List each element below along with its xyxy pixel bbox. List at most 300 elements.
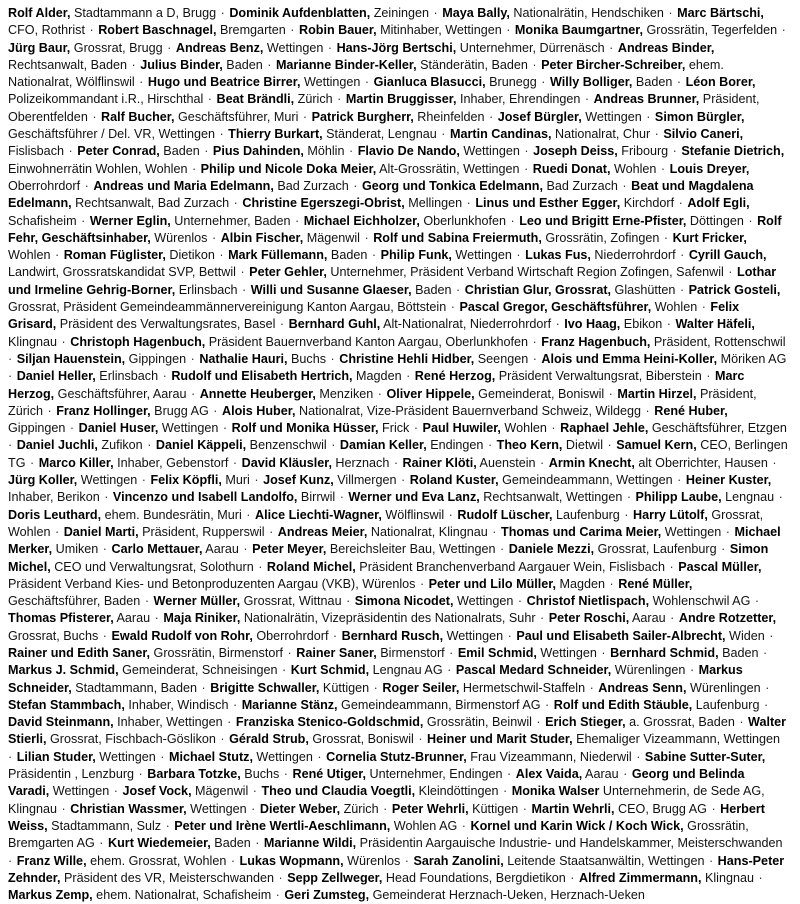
supporter-description: Brugg AG [150, 403, 209, 418]
supporter-name: Raphael Jehle, [560, 421, 649, 436]
entry-separator: · [163, 40, 175, 55]
supporter-description: Niederrohrdorf [590, 248, 676, 263]
supporter-entry [564, 317, 662, 331]
supporter-name: Maja Riniker, [163, 611, 241, 626]
supporter-entry [70, 335, 528, 349]
supporter-entry [550, 75, 672, 89]
supporter-description: Baden [327, 248, 368, 263]
supporter-description: Grossrätin, Tegerfelden [643, 23, 778, 38]
supporter-name: Werner Eglin, [89, 213, 171, 228]
entry-separator: · [724, 265, 736, 280]
supporter-description: Wohlen AG [390, 818, 458, 833]
supporter-description: Laufenburg [692, 697, 760, 712]
supporter-entry [392, 802, 518, 816]
supporter-entry [291, 663, 443, 677]
supporter-entry [90, 214, 291, 228]
supporter-name: Bernhard Schmid, [610, 645, 719, 660]
entry-separator: · [458, 818, 470, 833]
supporter-entry [339, 352, 528, 366]
supporter-name: Alois Huber, [221, 403, 296, 418]
entry-separator: · [65, 144, 77, 159]
entry-separator: · [445, 645, 457, 660]
supporter-name: Pius Dahinden, [212, 144, 304, 159]
entry-separator: · [502, 23, 514, 38]
supporter-entry [358, 144, 520, 158]
supporter-description: Wettingen [49, 784, 110, 799]
supporter-entry [112, 629, 329, 643]
supporter-entry [112, 542, 239, 556]
entry-separator: · [77, 213, 89, 228]
supporter-entry [541, 335, 785, 349]
entry-separator: · [707, 801, 720, 816]
supporter-entry [423, 421, 547, 435]
entry-separator: · [336, 490, 348, 505]
supporter-description: Rechtsanwalt, Bad Zurzach [71, 196, 230, 211]
entry-separator: · [586, 680, 598, 695]
entry-separator: · [274, 870, 287, 885]
entry-separator: · [85, 23, 98, 38]
supporter-description: Gemeinderat Herznach-Ueken, Herznach-Ueken [369, 888, 645, 903]
entry-separator: · [215, 127, 228, 142]
entry-separator: · [198, 680, 210, 695]
supporter-name: Annette Heuberger, [199, 386, 316, 401]
entry-separator: · [219, 421, 231, 436]
supporter-entry [236, 715, 532, 729]
supporter-name: Markus Schneider, [8, 663, 743, 695]
supporter-description: Glashütten [611, 282, 676, 297]
entry-separator: · [247, 801, 259, 816]
supporter-description: Frau Vizeammann, Niederwil [466, 749, 632, 764]
supporter-entry [17, 854, 227, 868]
supporter-description: Rechtsanwalt, Baden [8, 57, 128, 72]
supporter-name: Kurt Wiedemeier, [108, 836, 211, 851]
supporter-entry [213, 144, 345, 158]
entry-separator: · [100, 490, 112, 505]
entry-separator: · [402, 369, 414, 384]
supporter-entry [264, 836, 783, 850]
supporter-name: Joseph Deiss, [533, 144, 618, 159]
entry-separator: · [416, 576, 428, 591]
supporter-description: Nationalrätin, Hendschiken [509, 6, 664, 20]
entry-separator: · [239, 542, 252, 557]
supporter-description: Baden [159, 144, 200, 159]
supporter-description: Wettingen [158, 421, 219, 436]
entry-separator: · [768, 455, 777, 470]
supporter-description: Erlinsbach [175, 282, 238, 297]
supporter-name: Simona Nicodet, [354, 594, 454, 609]
entry-separator: · [329, 628, 341, 643]
entry-separator: · [242, 507, 254, 522]
entry-separator: · [313, 749, 326, 764]
supporter-description: Nationalrat, Klingnau [367, 524, 488, 539]
entry-separator: · [547, 421, 560, 436]
supporter-description: Dietikon [165, 248, 215, 263]
supporter-description: Stadtammann a D, Brugg [70, 6, 217, 20]
entry-separator: · [379, 801, 391, 816]
supporter-description: Bad Zurzach [542, 178, 618, 193]
supporter-description: Döttingen [686, 213, 744, 228]
entry-separator: · [99, 542, 111, 557]
entry-separator: · [187, 351, 199, 366]
entry-separator: · [128, 57, 140, 72]
supporter-entry [475, 196, 674, 210]
entry-separator: · [368, 248, 380, 263]
supporter-name: Patrick Gosteli, [688, 282, 781, 297]
supporter-entry [242, 196, 462, 210]
entry-separator: · [390, 455, 402, 470]
supporter-description: Möhlin [303, 144, 345, 159]
supporter-description: Landwirt, Grossratskandidat SVP, Bettwil [8, 265, 236, 280]
entry-separator: · [291, 213, 303, 228]
supporter-entry [579, 871, 754, 885]
supporter-description: Herznach [331, 455, 390, 470]
supporter-description: Wettingen [581, 109, 642, 124]
supporter-description: ehem. Nationalrat, Schafisheim [92, 888, 272, 903]
supporter-name: Marianne Binder-Keller, [275, 57, 417, 72]
supporter-description: Klingnau [701, 870, 754, 885]
supporter-description: Wettingen [252, 749, 313, 764]
supporter-entry [501, 525, 721, 539]
supporter-name: Andreas Senn, [598, 680, 687, 695]
supporter-description: Wettingen [459, 144, 520, 159]
supporter-description: Magden [352, 369, 402, 384]
supporter-description: Buchs [240, 767, 280, 782]
entry-separator: · [463, 196, 475, 211]
entry-separator: · [443, 663, 455, 678]
entry-separator: · [676, 282, 688, 297]
supporter-description: Bereichsleiter Bau, Wettingen [326, 542, 496, 557]
supporter-description: Geschäftsführer, Aarau [54, 386, 187, 401]
supporter-name: Harry Lütolf, [632, 507, 708, 522]
supporter-name: Marianne Wildi, [263, 836, 357, 851]
supporter-entry [342, 629, 503, 643]
supporter-name: Linus und Esther Egger, [475, 196, 621, 211]
supporter-name: René Müller, [618, 576, 693, 591]
entry-separator: · [188, 161, 200, 176]
entry-separator: · [324, 40, 336, 55]
supporter-name: Josef Bürgler, [497, 109, 582, 124]
entry-separator: · [536, 611, 548, 626]
entry-separator: · [755, 870, 763, 885]
supporter-name: Lothar und Irmeline Gehrig-Borner, [8, 265, 777, 297]
supporter-entry [221, 231, 360, 245]
supporter-description: Frick [378, 421, 410, 436]
supporter-name: Pascal Gregor, Geschäftsführer, [459, 300, 652, 315]
supporter-name: Marianne Stänz, [241, 697, 338, 712]
supporter-entry [355, 594, 514, 608]
supporter-description: Wettingen [453, 594, 514, 609]
entry-separator: · [276, 317, 288, 332]
supporter-name: Kurt Schmid, [290, 663, 370, 678]
supporter-name: Heiner und Marit Studer, [427, 732, 573, 747]
supporter-entry [228, 127, 437, 141]
supporter-name: Samuel Kern, [616, 438, 697, 453]
supporter-entry [249, 265, 724, 279]
supporter-description: Wohlen [8, 248, 51, 263]
supporter-description: Magden [556, 576, 606, 591]
supporter-name: Andre Rotzetter, [678, 611, 777, 626]
supporter-name: Walter Stierli, [8, 715, 787, 747]
entry-separator: · [663, 317, 675, 332]
supporter-name: Oliver Hippele, [386, 386, 475, 401]
supporter-description: Kirchdorf [620, 196, 675, 211]
supporter-entry [348, 490, 622, 504]
supporter-name: Peter und Irène Wertli-Aeschlimann, [174, 818, 391, 833]
entry-separator: · [675, 196, 687, 211]
supporter-entry [289, 317, 551, 331]
supporter-name: Hugo und Beatrice Birrer, [147, 75, 301, 90]
supporter-description: Geschäftsführer, Muri [174, 109, 299, 124]
supporter-description: Grossrat, Wittnau [240, 594, 342, 609]
supporter-name: Barbara Totzke, [147, 767, 241, 782]
supporter-name: Thierry Burkart, [228, 127, 323, 142]
supporter-name: Roman Füglister, [63, 248, 166, 263]
supporter-name: Georg und Belinda Varadi, [8, 767, 745, 799]
supporter-description: Buchs [287, 351, 327, 366]
supporter-name: Rolf und Monika Hüsser, [231, 421, 379, 436]
supporter-description: ehem. Bundesrätin, Muri [101, 507, 242, 522]
supporter-entry [541, 352, 786, 366]
supporter-name: Willy Bolliger, [549, 75, 633, 90]
supporter-name: Armin Knecht, [548, 455, 635, 470]
supporter-description: Polizeikommandant i.R., Hirschthal [8, 92, 204, 107]
entry-separator: · [162, 818, 174, 833]
supporter-name: Carlo Mettauer, [111, 542, 203, 557]
supporter-description: Gemeinderat, Schneisingen [118, 663, 278, 678]
supporter-entry [304, 214, 506, 228]
supporter-name: Thomas und Carima Meier, [501, 524, 662, 539]
supporter-entry [598, 681, 760, 695]
supporter-name: Sepp Zellweger, [287, 870, 383, 885]
supporter-entry [554, 698, 760, 712]
supporter-name: Daniel Huser, [78, 421, 159, 436]
supporter-entry [382, 681, 585, 695]
supporter-name: Vincenzo und Isabell Landolfo, [112, 490, 298, 505]
supporter-name: Rainer Saner, [296, 645, 377, 660]
supporter-entry [610, 646, 758, 660]
supporter-name: Markus Zemp, [8, 888, 93, 903]
supporter-name: Ralf Bucher, [101, 109, 175, 124]
entry-separator: · [605, 386, 617, 401]
supporter-entry [549, 456, 768, 470]
supporter-name: Kurt Fricker, [672, 230, 747, 245]
entry-separator: · [744, 213, 757, 228]
supporter-description: Präsident Verwaltungsrat, Biberstein [495, 369, 702, 384]
supporter-entry [56, 404, 209, 418]
supporter-description: Lengnau [721, 490, 775, 505]
supporter-name: Roland Michel, [266, 559, 356, 574]
entry-separator: · [507, 213, 519, 228]
supporter-description: Wohlen [500, 421, 547, 436]
entry-separator: · [66, 421, 78, 436]
supporter-name: David Kläusler, [241, 455, 332, 470]
entry-separator: · [504, 628, 516, 643]
supporter-description: Grossrat, Laufenburg [594, 542, 717, 557]
supporter-description: Lengnau AG [369, 663, 443, 678]
supporter-description: Ständerätin, Baden [416, 57, 528, 72]
supporter-description: Aarau [113, 611, 151, 626]
supporter-name: Ivo Haag, [564, 317, 621, 332]
entry-separator: · [51, 524, 63, 539]
supporter-description: CEO, Berlingen TG [8, 438, 788, 470]
supporter-name: Herbert Weiss, [8, 801, 765, 833]
supporter-name: Michael Merker, [8, 524, 781, 557]
supporter-description: Muri [221, 473, 250, 488]
supporter-name: Theo Kern, [496, 438, 563, 453]
supporter-entry [276, 58, 528, 72]
supporter-description: Gippingen [8, 421, 66, 436]
supporter-description: Präsident, Rupperswil [138, 524, 265, 539]
supporter-name: Josef Kunz, [263, 473, 334, 488]
entry-separator: · [669, 144, 681, 159]
supporter-description: Wettingen [186, 801, 247, 816]
supporter-description: Oberrohrdorf [8, 178, 81, 193]
entry-separator: · [370, 680, 382, 695]
supporter-description: Wohlen [610, 161, 657, 176]
supporter-name: Theo und Claudia Voegtli, [261, 784, 416, 799]
supporter-description: Inhaber, Ehrendingen [456, 92, 581, 107]
supporter-entry [8, 715, 223, 729]
entry-separator: · [651, 127, 663, 142]
supporter-entry [519, 214, 744, 228]
supporter-name: Erich Stieger, [545, 715, 626, 730]
supporter-name: René Herzog, [414, 369, 496, 384]
entry-separator: · [485, 109, 497, 124]
supporter-description: Unternehmer, Endingen [366, 767, 503, 782]
entry-separator: · [642, 109, 654, 124]
supporter-name: Mark Füllemann, [228, 248, 328, 263]
entry-separator: · [414, 732, 427, 747]
supporter-entry [636, 490, 775, 504]
supporter-name: Monika Walser [511, 784, 600, 799]
supporter-name: Thomas Pfisterer, [8, 611, 114, 626]
supporter-entry [525, 248, 676, 262]
entry-separator: · [44, 403, 56, 418]
supporter-description: Präsident, Rottenschwil [650, 334, 786, 349]
supporter-entry [123, 784, 249, 798]
supporter-description: Fribourg [617, 144, 669, 159]
supporter-description: Benzenschwil [246, 438, 327, 453]
supporter-name: Michael Eichholzer, [303, 213, 420, 228]
supporter-entry [17, 352, 186, 366]
entry-separator: · [8, 351, 16, 366]
supporter-entry [442, 6, 664, 20]
supporter-name: Daniel Käppeli, [155, 438, 247, 453]
entry-separator: · [230, 196, 242, 211]
entry-separator: · [447, 300, 459, 315]
supporter-description: Inhaber, Wettingen [113, 715, 223, 730]
supporter-description: Baden [632, 75, 673, 90]
supporter-name: Christian Wassmer, [70, 801, 187, 816]
supporter-entry [199, 352, 326, 366]
supporter-name: Martin Candinas, [450, 127, 552, 142]
supporter-entry [210, 681, 369, 695]
supporter-name: Cornelia Stutz-Brunner, [326, 749, 467, 764]
supporter-description: alt Oberrichter, Hausen [634, 455, 768, 470]
entry-separator: · [327, 351, 339, 366]
supporter-name: David Steinmann, [8, 715, 114, 730]
supporter-entry [8, 888, 271, 902]
supporter-name: Alois und Emma Heini-Koller, [541, 351, 718, 366]
supporter-description: Oberrohrdorf [252, 628, 329, 643]
supporter-name: Patrick Burgherr, [311, 109, 414, 124]
supporter-description: Nationalrätin, Vizepräsidentin des Nationalrats, Suhr [240, 611, 536, 626]
entry-separator: · [604, 438, 616, 453]
supporter-description: Schafisheim [8, 213, 77, 228]
supporter-entry [497, 438, 603, 452]
supporter-entry [296, 646, 444, 660]
supporter-name: Andreas Brunner, [593, 92, 700, 107]
supporter-name: Martin Bruggisser, [345, 92, 457, 107]
supporter-entry [93, 179, 348, 193]
supporter-name: Peter und Lilo Müller, [428, 576, 557, 591]
supporter-entry [515, 23, 777, 37]
entry-separator: · [484, 438, 496, 453]
supporter-description: Grossrat, Buchs [8, 628, 99, 643]
supporter-description: Seengen [474, 351, 529, 366]
supporter-name: Rolf und Sabina Freiermuth, [373, 230, 542, 245]
entry-separator: · [360, 230, 373, 245]
entry-separator: · [514, 594, 526, 609]
supporter-name: Lukas Fus, [525, 248, 591, 263]
entry-separator: · [88, 109, 101, 124]
supporter-name: Silvio Caneri, [663, 127, 744, 142]
supporter-name: Andreas und Maria Edelmann, [93, 178, 274, 193]
supporter-entry [263, 473, 396, 487]
supporter-entry [101, 110, 298, 124]
supporter-name: Pascal Müller, [678, 559, 762, 574]
entry-separator: · [660, 230, 672, 245]
supporter-name: Daniel Marti, [63, 524, 139, 539]
supporter-description: a. Grossrat, Baden [625, 715, 735, 730]
supporter-name: Emil Schmid, [457, 645, 537, 660]
supporter-description: Baden [222, 57, 263, 72]
supporter-name: Josef Vock, [122, 784, 192, 799]
supporter-name: Daniele Mezzi, [508, 542, 595, 557]
supporter-entry [374, 75, 537, 89]
supporter-name: Sabine Sutter-Suter, [644, 749, 766, 764]
supporter-name: Peter Gehler, [249, 265, 327, 280]
entry-separator: · [99, 628, 111, 643]
supporter-description: Küttigen [319, 680, 370, 695]
supporter-description: Unternehmer, Präsident Verband Wirtschaft Region Zofingen, Safenwil [326, 265, 724, 280]
supporter-name: Rudolf Lüscher, [457, 507, 553, 522]
supporter-entry [242, 698, 541, 712]
supporter-name: Andreas Meier, [277, 524, 368, 539]
supporter-name: Rolf und Edith Stäuble, [553, 697, 693, 712]
entry-separator: · [605, 40, 617, 55]
supporter-description: Unternehmer, Dürrenäsch [456, 40, 605, 55]
supporter-description: ehem. Grossrat, Wohlen [86, 853, 227, 868]
supporter-name: Jürg Koller, [8, 473, 78, 488]
supporter-entry [293, 767, 503, 781]
entry-separator: · [673, 473, 685, 488]
supporter-description: Zürich [340, 801, 379, 816]
supporter-description: Widen [725, 628, 765, 643]
entry-separator: · [361, 75, 373, 90]
supporter-description: Alt-Grossrätin, Wettingen [376, 161, 520, 176]
supporter-name: Daniel Juchli, [16, 438, 98, 453]
supporter-entry [8, 698, 228, 712]
supporter-entry [229, 732, 414, 746]
entry-separator: · [778, 23, 786, 38]
supporter-entry [240, 854, 401, 868]
entry-separator: · [618, 178, 631, 193]
supporter-entry [8, 508, 242, 522]
supporter-entry [200, 387, 374, 401]
supporter-name: Paul und Elisabeth Sailer-Albrecht, [516, 628, 726, 643]
supporter-name: Maya Bally, [442, 6, 510, 20]
